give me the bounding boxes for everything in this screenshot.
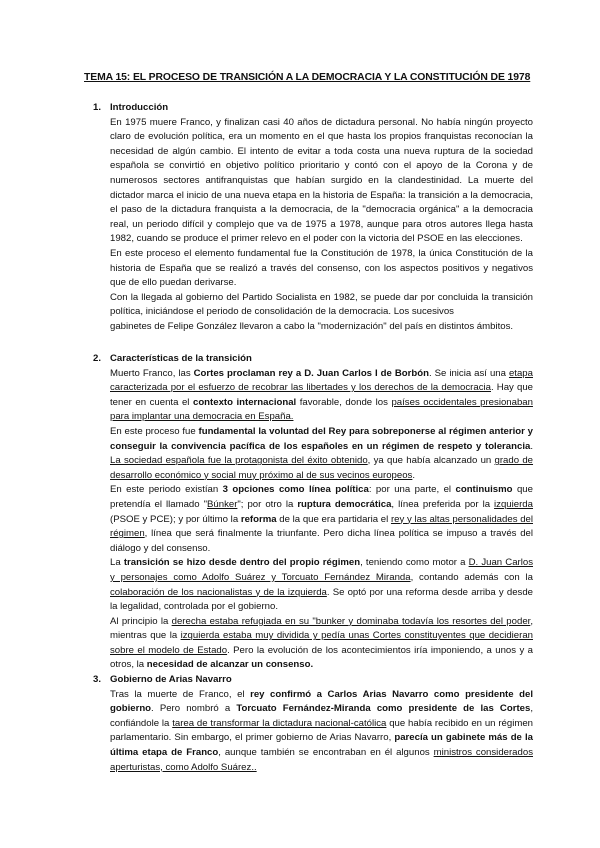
paragraph — [110, 291, 533, 320]
text-run: , línea que será finalmente la triunfante. Pero dicha línea política se impuso a través del diálogo y del consenso. — [110, 528, 533, 554]
section-body — [110, 367, 533, 673]
underlined-text: ministros considerados aperturistas, como Adolfo Suárez.. — [110, 746, 533, 773]
text-run: . Pero nombró a — [151, 703, 237, 715]
text-run: , línea preferida por la — [391, 498, 495, 510]
text-run: Con la llegada al gobierno del Partido Socialista en 1982, se puede dar por concluida la transición política, iniciándose el periodo de consolidación de la democracia. Los sucesivos — [110, 291, 533, 318]
bold-text: ruptura democrática — [297, 498, 392, 510]
text-run: En este periodo existían — [110, 484, 223, 496]
section-gobierno-arias-navarro — [93, 673, 533, 775]
section-body — [110, 116, 533, 335]
bold-text: Torcuato Fernández-Miranda como presidente de las Cortes — [236, 703, 531, 715]
text-run: , ya que había alcanzado un — [367, 455, 495, 467]
section-number: 3. — [93, 674, 102, 685]
underlined-text: La sociedad española fue la protagonista del éxito obtenido — [110, 455, 368, 467]
text-run: , aunque también se encontraban en él algunos — [218, 746, 434, 758]
paragraph — [110, 483, 533, 556]
text-run: (PSOE y PCE); y por último la — [110, 513, 241, 525]
paragraph — [110, 556, 533, 614]
underlined-text: izquierda estaba muy dividida y pedía unas Cortes constituyentes que decidieran sobre el modelo de Estado — [110, 630, 533, 656]
bold-text: Cortes proclaman rey a D. Juan Carlos I de Borbón — [193, 367, 429, 379]
section-introduccion — [93, 101, 533, 335]
underlined-text: tarea de transformar la dictadura nacional-católica — [172, 717, 387, 729]
text-run: En 1975 muere Franco, y finalizan casi 40 años de dictadura personal. No había ningún proyecto claro de evolución política, era un momento en el que hasta los propios franquistas reconocían la necesidad de algún cambio. El intento de evitar a toda costa una nueva ruptura de la sociedad española se convirtió en objetivo político prioritario y contó con el apoyo de la Corona y de numerosos sectores antifranquistas que habían surgido en la clandestinidad. La muerte del dictador marca el inicio de una nueva etapa en la historia de España: la transición a la democracia, el paso de la dictadura franquista a la democracia, de la "democracia orgánica" a la democracia real, un periodo difícil y complejo que va de 1975 a 1978, aunque para otros autores llega hasta 1982, cuando se produce el primer relevo en el poder con la victoria del PSOE en las elecciones. — [110, 116, 533, 245]
paragraph — [110, 116, 533, 247]
text-run: gabinetes de Felipe González llevaron a cabo la "modernización" del país en distintos ámbitos. — [110, 320, 514, 332]
section-heading: Introducción — [110, 102, 169, 113]
text-run: , mientras que la — [110, 615, 533, 642]
underlined-text: Búnker — [207, 498, 238, 510]
document-title: TEMA 15: EL PROCESO DE TRANSICIÓN A LA DEMOCRACIA Y LA CONSTITUCIÓN DE 1978 — [84, 72, 531, 83]
text-run: favorable, donde los — [296, 396, 392, 408]
bold-text: necesidad de alcanzar un consenso. — [146, 659, 314, 671]
underlined-text: derecha estaba refugiada en su "bunker y dominaba todavía los resortes del poder — [171, 615, 531, 627]
text-run: "; por otro la — [237, 498, 298, 510]
bold-text: rey confirmó a Carlos Arias Navarro como presidente del gobierno — [110, 688, 533, 715]
paragraph — [110, 688, 533, 776]
section-heading: Características de la transición — [110, 353, 252, 364]
underlined-text: D. Juan Carlos y personajes como Adolfo Suárez y Torcuato Fernández Miranda — [110, 557, 533, 583]
bold-text: fundamental la voluntad del Rey para sobreponerse al régimen anterior y conseguir la convivencia pacífica de los españoles en un régimen de respeto y tolerancia — [110, 425, 533, 452]
text-run: que pretendía el llamado " — [110, 484, 533, 510]
text-run: : por una parte, el — [368, 484, 456, 496]
bold-text: continuismo — [455, 484, 513, 496]
underlined-text: rey y las altas personalidades del régimen — [110, 513, 533, 540]
text-run: . — [530, 440, 533, 452]
text-run: que había recibido en un régimen parlamentario. Sin embargo, el primer gobierno de Arias Navarro, — [110, 717, 533, 744]
section-number: 1. — [93, 102, 102, 113]
text-run: , teniendo como motor a — [360, 557, 469, 569]
bold-text: transición se hizo desde dentro del propio régimen — [123, 557, 361, 569]
text-run: . Hay que tener en cuenta el — [110, 382, 533, 408]
paragraph — [110, 320, 533, 335]
section-body — [110, 688, 533, 776]
section-caracteristicas — [93, 352, 533, 673]
section-heading: Gobierno de Arias Navarro — [110, 674, 232, 685]
text-run: . — [412, 469, 416, 481]
text-run: . Se optó por una reforma desde arriba y desde la legalidad, controlada por el gobierno. — [110, 586, 533, 613]
text-run: Muerto Franco, las — [110, 367, 194, 379]
paragraph — [110, 615, 533, 673]
underlined-text: izquierda — [494, 498, 533, 510]
paragraph — [110, 247, 533, 291]
text-run: , contando además con la — [410, 571, 533, 583]
text-run: . Pero la evolución de los acontecimientos iría imponiendo, a unos y a otros, la — [110, 644, 533, 671]
section-number: 2. — [93, 353, 102, 364]
text-run: En este proceso el elemento fundamental fue la Constitución de 1978, la única Constitución de la historia de España que se realizó a través del consenso, con los aspectos positivos y negativos que de ello puedan derivarse. — [110, 247, 533, 289]
paragraph — [110, 367, 533, 425]
bold-text: 3 opciones como línea política — [222, 484, 369, 496]
text-run: , confiándole la — [110, 703, 533, 729]
underlined-text: países occidentales presionaban para implantar una democracia en España. — [110, 396, 533, 423]
bold-text: parecía un gabinete más de la última etapa de Franco — [110, 732, 533, 758]
underlined-text: etapa caracterizada por el esfuerzo de recobrar las libertades y los derechos de la democracia — [110, 367, 533, 394]
text-run: La — [110, 557, 124, 569]
underlined-text: colaboración de los nacionalistas y de la izquierda — [110, 586, 327, 598]
bold-text: contexto internacional — [192, 396, 297, 408]
text-run: Tras la muerte de Franco, el — [110, 688, 251, 700]
text-run: de la que era partidaria el — [276, 513, 391, 525]
text-run: En este proceso fue — [110, 425, 199, 437]
paragraph — [110, 425, 533, 483]
text-run: . Se inicia así una — [428, 367, 509, 379]
bold-text: reforma — [240, 513, 277, 525]
underlined-text: grado de desarrollo económico y social muy próximo al de sus vecinos europeos — [110, 455, 534, 481]
text-run: Al principio la — [110, 615, 172, 627]
